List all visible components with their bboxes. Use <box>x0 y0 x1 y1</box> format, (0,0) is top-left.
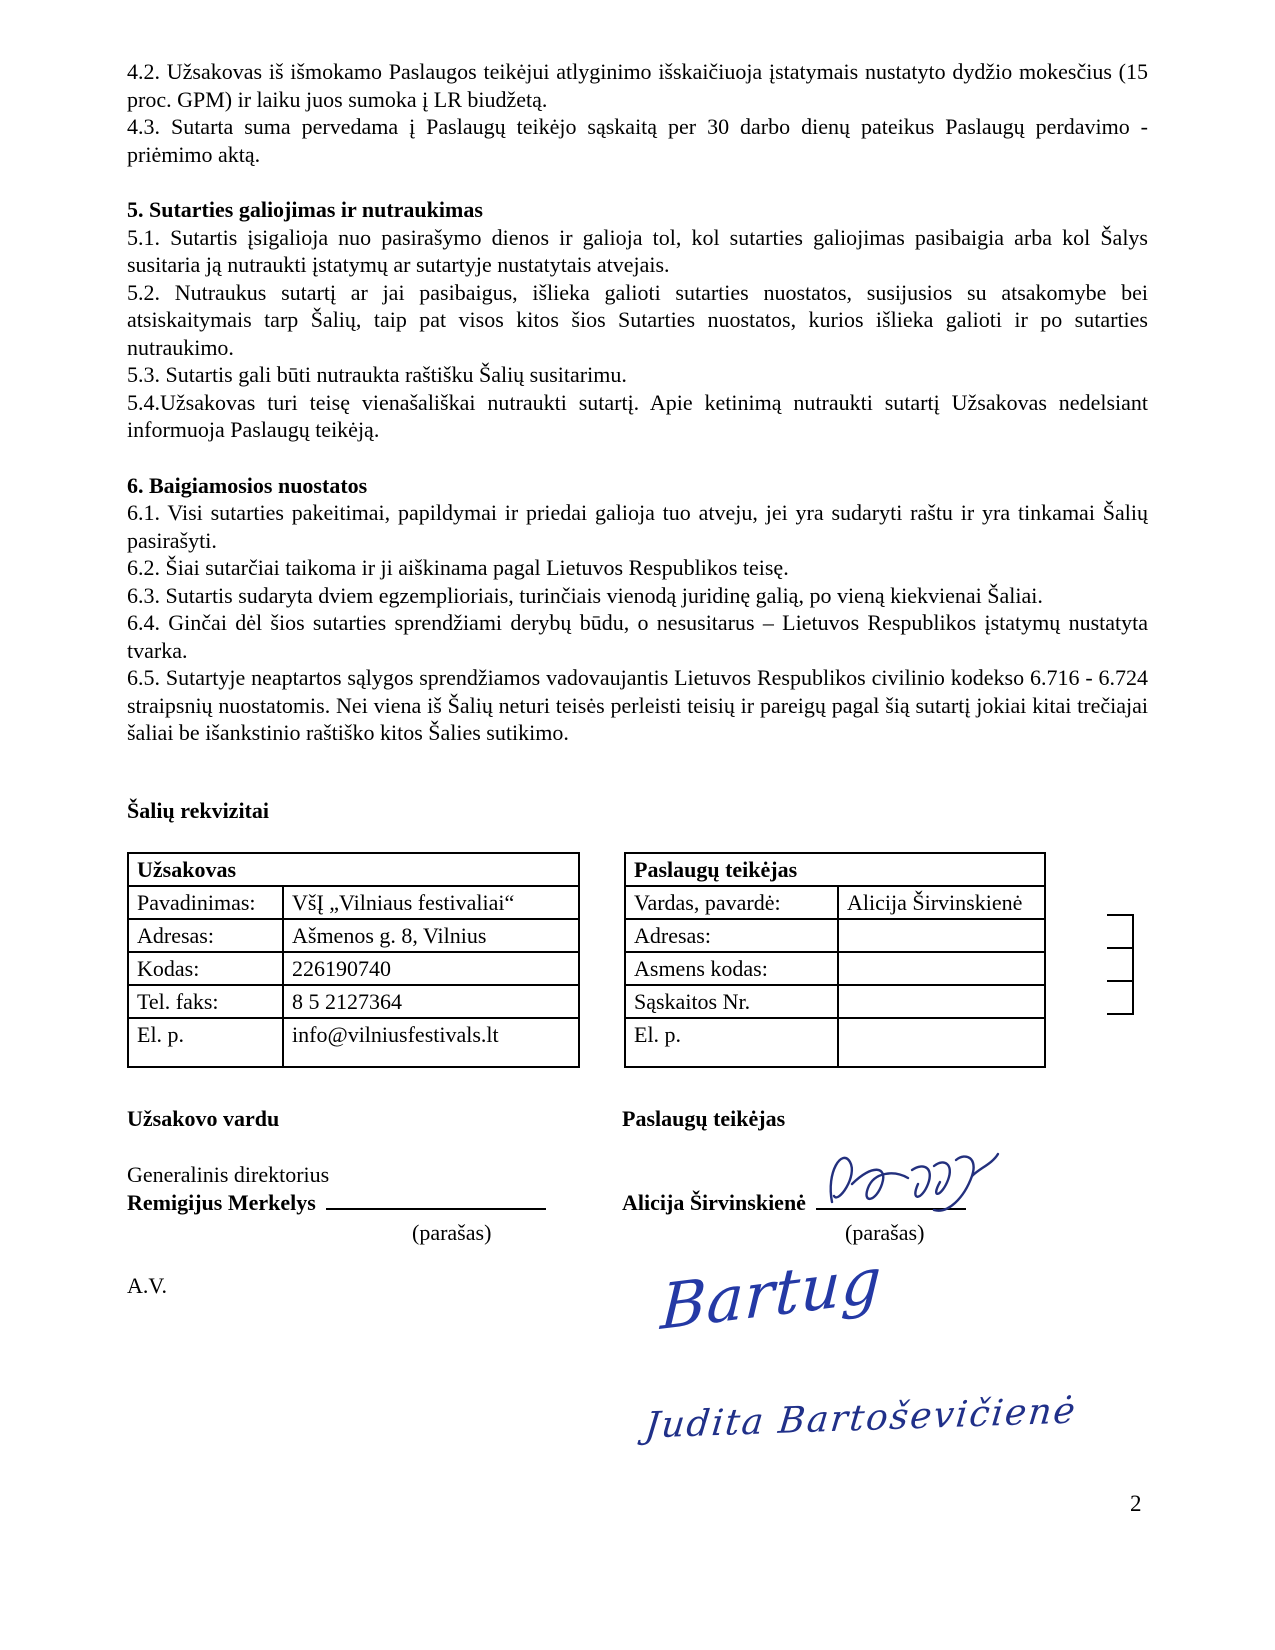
table-row <box>625 886 1045 919</box>
teikejas-table-wrap <box>624 852 1046 1068</box>
handwritten-signature-scribble: Bartug <box>658 1242 884 1345</box>
cell-value: Alicija Širvinskienė <box>838 886 1045 919</box>
uzsakovas-table <box>127 852 580 1068</box>
cell-label: Asmens kodas: <box>625 952 838 985</box>
paragraph-4-3: 4.3. Sutarta suma pervedama į Paslaugų teikėjo sąskaitą per 30 darbo dienų pateikus Paslaugų perdavimo - priėmimo aktą. <box>127 114 1148 167</box>
table-row <box>625 1018 1045 1067</box>
cell-label: Kodas: <box>128 952 283 985</box>
section-heading-5: 5. Sutarties galiojimas ir nutraukimas <box>127 197 483 222</box>
cell-label: Sąskaitos Nr. <box>625 985 838 1018</box>
cell-label: Adresas: <box>625 919 838 952</box>
table-row <box>128 985 579 1018</box>
paragraph-6-3: 6.3. Sutartis sudaryta dviem egzemplioriais, turinčiais vienodą juridinę galią, po vieną kiekvienai Šaliai. <box>127 582 1043 608</box>
cell-value: info@vilniusfestivals.lt <box>283 1018 579 1067</box>
signature-line-left <box>127 1189 622 1219</box>
table-row <box>625 952 1045 985</box>
table-header-row <box>625 853 1045 886</box>
paragraph-6-2: 6.2. Šiai sutarčiai taikoma ir ji aiškinama pagal Lietuvos Respublikos teisę. <box>127 555 789 580</box>
cell-label: Pavadinimas: <box>128 886 283 919</box>
signature-left-role: Generalinis direktorius <box>127 1162 330 1187</box>
table-row <box>128 952 579 985</box>
table-row <box>625 985 1045 1018</box>
table-row <box>128 919 579 952</box>
cell-label: El. p. <box>128 1018 283 1067</box>
parasas-label-left: (parašas) <box>412 1220 492 1245</box>
signature-underline-left <box>326 1192 546 1210</box>
paragraph-6-1: 6.1. Visi sutarties pakeitimai, papildymai ir priedai galioja tuo atveju, jei yra sudaryti raštu ir yra tinkamai Šalių pasirašyti. <box>127 500 1148 553</box>
table-border-fragment <box>1107 914 1134 1015</box>
paragraph-5-2: 5.2. Nutraukus sutartį ar jai pasibaigus, išlieka galioti sutarties nuostatos, susijusios su atsakomybe bei atsiskaitymais tarp Šalių, taip pat visos kitos šios Sutarties nuostatos, kurios išlieka galioti ir po sutarties nutraukimo. <box>127 279 1148 360</box>
table-header: Paslaugų teikėjas <box>625 853 1045 886</box>
table-header-row <box>128 853 579 886</box>
teikejas-table <box>624 852 1046 1068</box>
table-header: Užsakovas <box>128 853 579 886</box>
cell-value <box>838 952 1045 985</box>
table-row <box>625 919 1045 952</box>
handwritten-name: Judita Bartoševičienė <box>642 1390 1079 1447</box>
requisites-tables <box>127 852 1046 1068</box>
paragraph-5-4: 5.4.Užsakovas turi teisę vienašališkai nutraukti sutartį. Apie ketinimą nutraukti sutartį Užsakovas nedelsiant informuoja Paslaugų teikėją. <box>127 389 1148 442</box>
cell-label: El. p. <box>625 1018 838 1067</box>
paragraph-6-4: 6.4. Ginčai dėl šios sutarties sprendžiami derybų būdu, o nesusitarus – Lietuvos Respublikos įstatymų nustatyta tvarka. <box>127 610 1148 663</box>
paragraph-5-3: 5.3. Sutartis gali būti nutraukta raštišku Šalių susitarimu. <box>127 362 627 387</box>
signer-name-right: Alicija Širvinskienė <box>622 1190 806 1215</box>
cell-value: 8 5 2127364 <box>283 985 579 1018</box>
cell-value <box>838 919 1045 952</box>
cell-label: Tel. faks: <box>128 985 283 1018</box>
paragraph-6-5: 6.5. Sutartyje neaptartos sąlygos sprendžiamos vadovaujantis Lietuvos Respublikos civilinio kodekso 6.716 - 6.724 straipsnių nuostatomis. Nei viena iš Šalių neturi teisės perleisti teisių ir pareigų pagal šią sutartį jokiai kitai trečiajai šaliai be išankstinio raštiško kitos Šalies sutikimo. <box>127 665 1148 745</box>
cell-label: Vardas, pavardė: <box>625 886 838 919</box>
cell-value: Ašmenos g. 8, Vilnius <box>283 919 579 952</box>
contract-text-block <box>127 58 1148 747</box>
signer-name-left: Remigijus Merkelys <box>127 1190 316 1215</box>
table-row <box>128 1018 579 1067</box>
cell-value <box>838 985 1045 1018</box>
section-heading-6: 6. Baigiamosios nuostatos <box>127 472 368 498</box>
signature-left-heading: Užsakovo vardu <box>127 1106 280 1131</box>
page-number: 2 <box>1130 1491 1142 1516</box>
rekvizitai-heading: Šalių rekvizitai <box>127 798 269 823</box>
handwritten-signature-ink <box>822 1142 1002 1218</box>
av-label: A.V. <box>127 1273 167 1298</box>
cell-value <box>838 1018 1045 1067</box>
paragraph-4-2: 4.2. Užsakovas iš išmokamo Paslaugos teikėjui atlyginimo išskaičiuoja įstatymais nustatyto dydžio mokesčius (15 proc. GPM) ir laiku juos sumoka į LR biudžetą. <box>127 59 1148 112</box>
cell-value: VšĮ „Vilniaus festivaliai“ <box>283 886 579 919</box>
cell-value: 226190740 <box>283 952 579 985</box>
signature-right-heading: Paslaugų teikėjas <box>622 1106 786 1131</box>
signature-left-column <box>127 1105 622 1247</box>
paragraph-5-1: 5.1. Sutartis įsigalioja nuo pasirašymo dienos ir galioja tol, kol sutarties galiojimas pasibaigia arba kol Šalys susitaria ją nutraukti įstatymų ar sutartyje nustatytais atvejais. <box>127 224 1148 277</box>
cell-label: Adresas: <box>128 919 283 952</box>
table-row <box>128 886 579 919</box>
parasas-label-right: (parašas) <box>845 1220 925 1245</box>
